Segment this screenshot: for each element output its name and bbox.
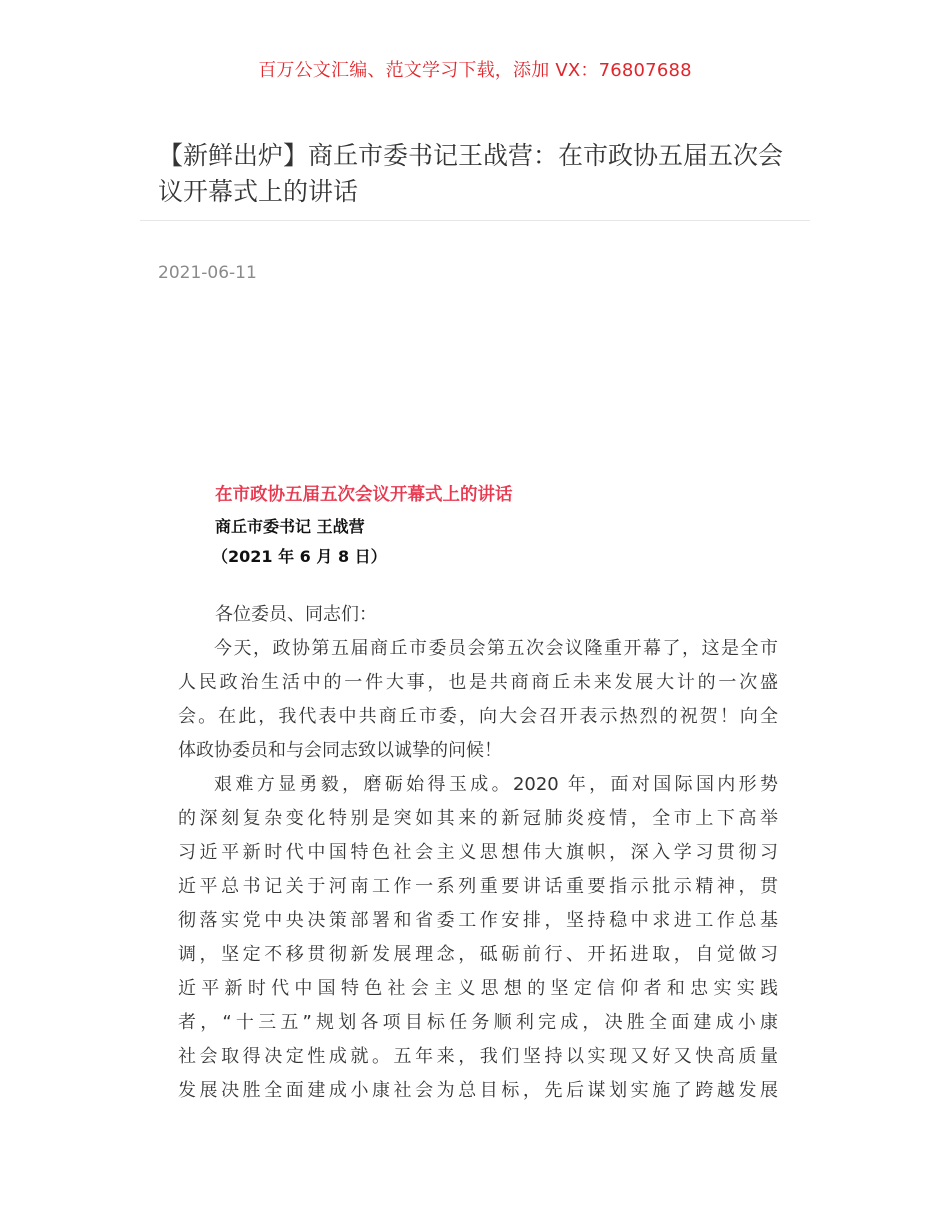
paragraph-2 bbox=[178, 768, 778, 1108]
speech-body bbox=[178, 598, 778, 1108]
text-line: 社会取得决定性成就。五年来，我们坚持以实现又好又快高质量 bbox=[178, 1046, 778, 1067]
text-line: 的深刻复杂变化特别是突如其来的新冠肺炎疫情，全市上下高举 bbox=[178, 808, 778, 829]
text-line: 会。在此，我代表中共商丘市委，向大会召开表示热烈的祝贺！向全 bbox=[178, 706, 778, 727]
speech-heading: 在市政协五届五次会议开幕式上的讲话 bbox=[215, 485, 513, 505]
text-line: 近平总书记关于河南工作一系列重要讲话重要指示批示精神，贯 bbox=[178, 876, 778, 897]
paragraph-1 bbox=[178, 632, 778, 768]
promo-banner: 百万公文汇编、范文学习下载，添加 VX：76807688 bbox=[258, 60, 692, 81]
text-line: 体政协委员和与会同志致以诚挚的问候！ bbox=[178, 740, 502, 761]
text-line: 今天，政协第五届商丘市委员会第五次会议隆重开幕了，这是全市 bbox=[214, 638, 778, 659]
publish-date: 2021-06-11 bbox=[158, 263, 257, 283]
text-line: 人民政治生活中的一件大事，也是共商商丘未来发展大计的一次盛 bbox=[178, 672, 778, 693]
speech-author: 商丘市委书记 王战营 bbox=[215, 517, 365, 536]
text-line: 者，“十三五”规划各项目标任务顺利完成，决胜全面建成小康 bbox=[178, 1012, 778, 1033]
text-line: 彻落实党中央决策部署和省委工作安排，坚持稳中求进工作总基 bbox=[178, 910, 778, 931]
speech-date: （2021 年 6 月 8 日） bbox=[212, 547, 387, 566]
text-line: 艰难方显勇毅，磨砺始得玉成。2020 年，面对国际国内形势 bbox=[214, 774, 778, 795]
text-line: 习近平新时代中国特色社会主义思想伟大旗帜，深入学习贯彻习 bbox=[178, 842, 778, 863]
text-line: 近平新时代中国特色社会主义思想的坚定信仰者和忠实实践 bbox=[178, 978, 778, 999]
article-title: 【新鲜出炉】商丘市委书记王战营：在市政协五届五次会议开幕式上的讲话 bbox=[158, 141, 784, 206]
text-line: 调，坚定不移贯彻新发展理念，砥砺前行、开拓进取，自觉做习 bbox=[178, 944, 778, 965]
title-divider bbox=[140, 220, 810, 221]
text-line: 发展决胜全面建成小康社会为总目标，先后谋划实施了跨越发展 bbox=[178, 1080, 778, 1101]
salutation: 各位委员、同志们： bbox=[215, 604, 377, 625]
